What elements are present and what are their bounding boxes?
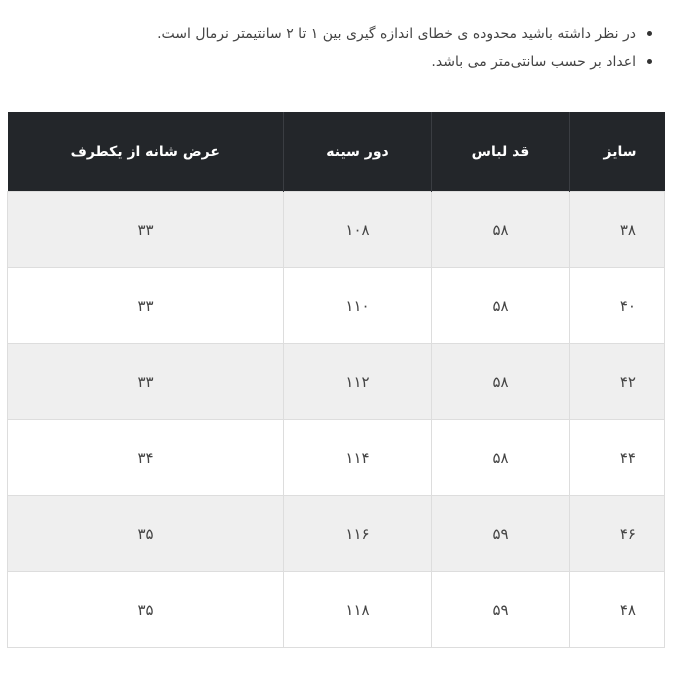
- cell-shoulder: ۳۳: [8, 344, 284, 420]
- note-text: اعداد بر حسب سانتی‌متر می باشد.: [431, 54, 636, 70]
- table-row: [8, 572, 665, 648]
- cell-length: ۵۸: [432, 344, 570, 420]
- cell-shoulder: ۳۵: [8, 496, 284, 572]
- table-header-row: [8, 112, 665, 192]
- cell-shoulder: ۳۳: [8, 192, 284, 268]
- cell-length: ۵۹: [432, 572, 570, 648]
- table-row: [8, 268, 665, 344]
- cell-size: ۴۲: [570, 344, 665, 420]
- table-row: [8, 496, 665, 572]
- cell-length: ۵۹: [432, 496, 570, 572]
- cell-chest: ۱۱۸: [284, 572, 432, 648]
- cell-size: ۴۶: [570, 496, 665, 572]
- header-shoulder: عرض شانه از یکطرف: [8, 112, 284, 192]
- cell-size: ۴۸: [570, 572, 665, 648]
- cell-length: ۵۸: [432, 268, 570, 344]
- cell-size: ۴۴: [570, 420, 665, 496]
- note-text: در نظر داشته باشید محدوده ی خطای اندازه گیری بین ۱ تا ۲ سانتیمتر نرمال است.: [157, 26, 636, 42]
- bullet-icon: [647, 31, 652, 36]
- cell-shoulder: ۳۳: [8, 268, 284, 344]
- note-item: [52, 48, 652, 76]
- table-row: [8, 344, 665, 420]
- header-chest: دور سینه: [284, 112, 432, 192]
- cell-length: ۵۸: [432, 192, 570, 268]
- cell-size: ۴۰: [570, 268, 665, 344]
- table-row: [8, 420, 665, 496]
- cell-shoulder: ۳۴: [8, 420, 284, 496]
- cell-shoulder: ۳۵: [8, 572, 284, 648]
- cell-chest: ۱۱۰: [284, 268, 432, 344]
- note-item: [52, 20, 652, 48]
- cell-size: ۳۸: [570, 192, 665, 268]
- cell-chest: ۱۱۲: [284, 344, 432, 420]
- notes-list: [52, 20, 652, 76]
- bullet-icon: [647, 59, 652, 64]
- header-size: سایز: [570, 112, 665, 192]
- table-row: [8, 192, 665, 268]
- cell-length: ۵۸: [432, 420, 570, 496]
- cell-chest: ۱۱۴: [284, 420, 432, 496]
- cell-chest: ۱۱۶: [284, 496, 432, 572]
- cell-chest: ۱۰۸: [284, 192, 432, 268]
- size-table: [7, 112, 665, 648]
- header-length: قد لباس: [432, 112, 570, 192]
